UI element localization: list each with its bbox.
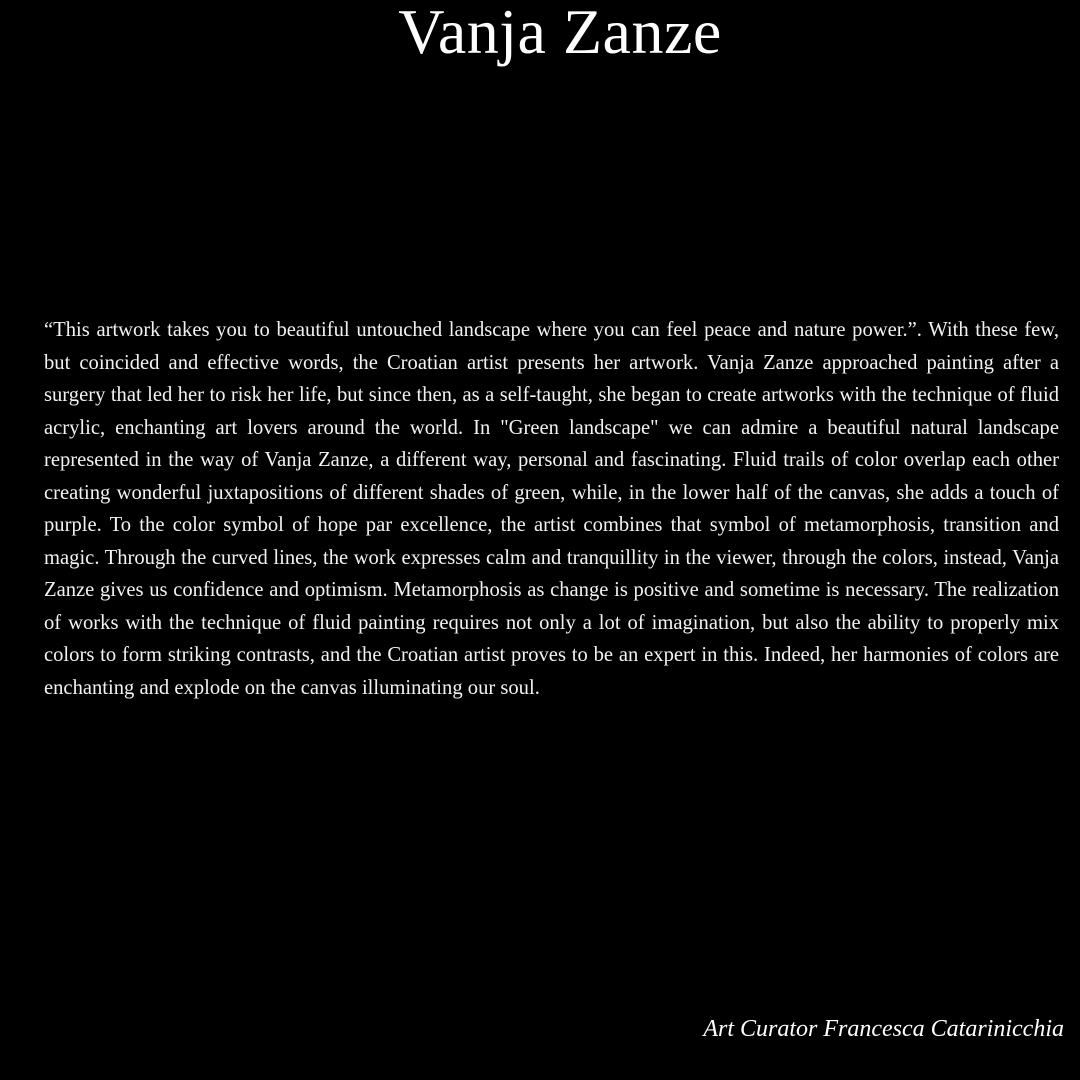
curator-signature: Art Curator Francesca Catarinicchia [703,1016,1064,1042]
page-title: Vanja Zanze [398,0,722,67]
review-text: “This artwork takes you to beautiful untouched landscape where you can feel peace and nature power.”. With these few, but coincided and effective words, the Croatian artist presents her artwork. Vanja Zanze approached painting after a surgery that led her to risk her life, but since then, as a self-taught, she began to create artworks with the technique of fluid acrylic, enchanting art lovers around the world. In "Green landscape" we can admire a beautiful natural landscape represented in the way of Vanja Zanze, a different way, personal and fascinating. Fluid trails of color overlap each other creating wonderful juxtapositions of different shades of green, while, in the lower half of the canvas, she adds a touch of purple. To the color symbol of hope par excellence, the artist combines that symbol of metamorphosis, transition and magic. Through the curved lines, the work expresses calm and tranquillity in the viewer, through the colors, instead, Vanja Zanze gives us confidence and optimism. Metamorphosis as change is positive and sometime is necessary. The realization of works with the technique of fluid painting requires not only a lot of imagination, but also the ability to properly mix colors to form striking contrasts, and the Croatian artist proves to be an expert in this. Indeed, her harmonies of colors are enchanting and explode on the canvas illuminating our soul. [44,319,1059,699]
